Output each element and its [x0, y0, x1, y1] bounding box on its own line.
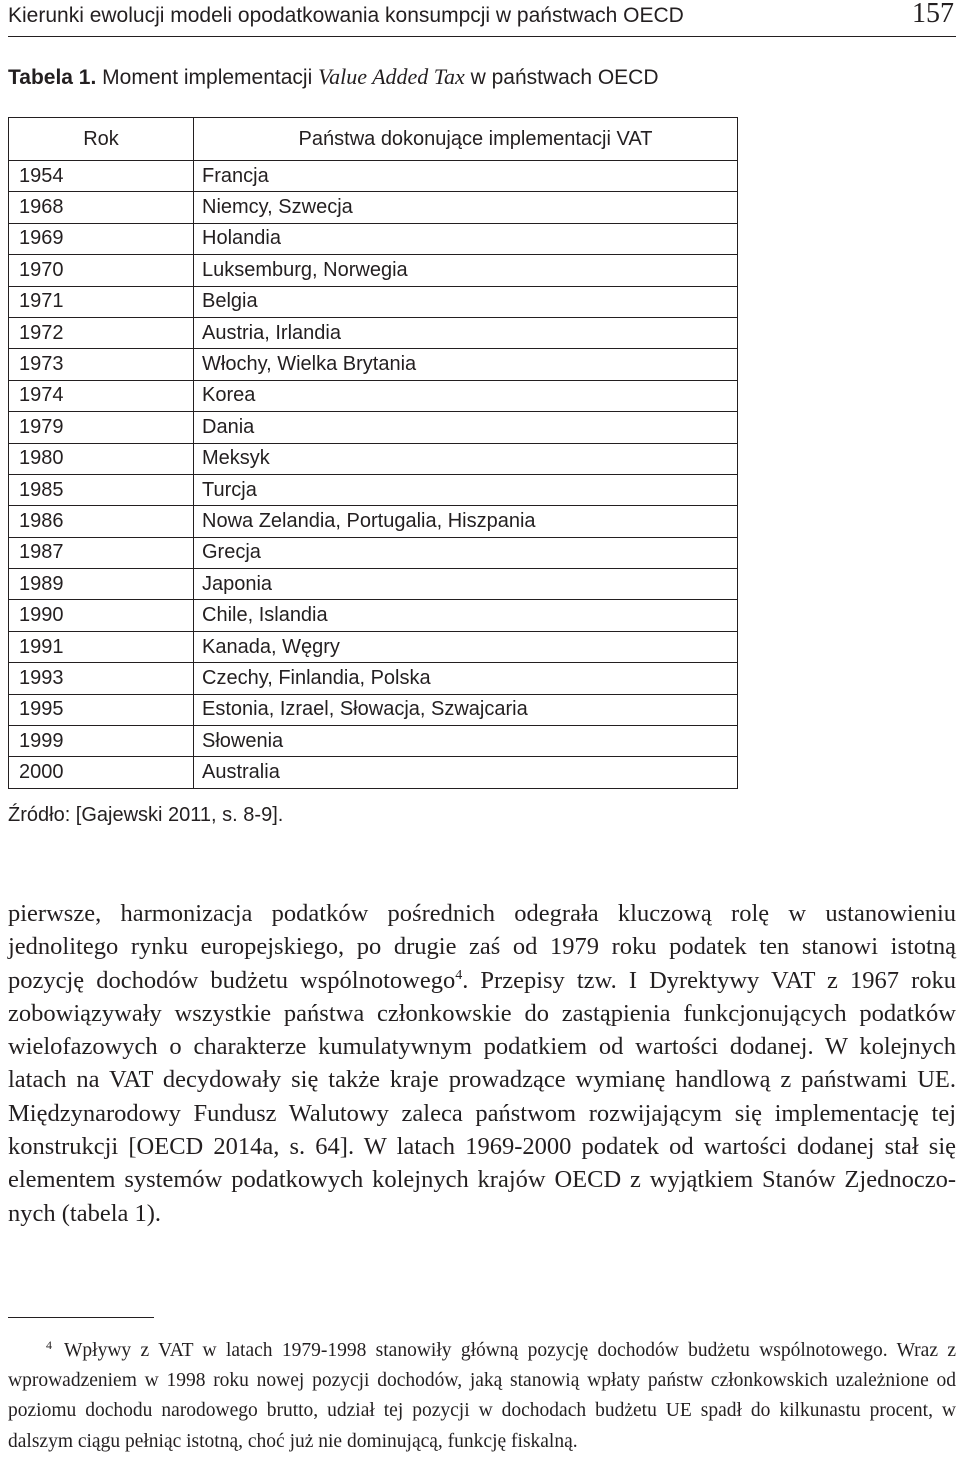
year-cell: 1979: [9, 412, 194, 443]
year-cell: 1969: [9, 223, 194, 254]
table-row: [9, 161, 738, 192]
table-row: [9, 443, 738, 474]
year-cell: 1970: [9, 255, 194, 286]
countries-cell: Dania: [194, 412, 738, 443]
countries-cell: Japonia: [194, 569, 738, 600]
year-cell: 1985: [9, 474, 194, 505]
table-row: [9, 286, 738, 317]
table-row: [9, 380, 738, 411]
year-cell: 1991: [9, 631, 194, 662]
year-cell: 1995: [9, 694, 194, 725]
table-caption: [8, 64, 659, 90]
body-text-part-2: . Przepisy tzw. I Dyrektywy VAT z 1967 roku zobowiązywały wszystkie państwa członkowskie do zastąpienia funkcjonujących podatków wielofazowych o charakterze kumulatywnym podatkiem od wartości dodanej. W kolejnych latach na VAT decydowały się także kraje prowadzące wymianę handlową z państwami UE. Międzynarodowy Fundusz Walutowy zaleca państwom rozwijającym się implementację tej konstrukcji [OECD 2014a, s. 64]. W latach 1969-2000 podatek od wartości dodanej stał się elementem systemów podatkowych kolejnych krajów OECD z wyjątkiem Stanów Zjednoczonych (tabela 1).: [8, 966, 956, 1227]
page-number: 157: [912, 0, 954, 29]
year-cell: 1973: [9, 349, 194, 380]
table-body: [9, 161, 738, 789]
countries-cell: Włochy, Wielka Brytania: [194, 349, 738, 380]
countries-cell: Chile, Islandia: [194, 600, 738, 631]
countries-cell: Austria, Irlandia: [194, 317, 738, 348]
column-header-countries: Państwa dokonujące implementacji VAT: [194, 118, 738, 161]
countries-cell: Kanada, Węgry: [194, 631, 738, 662]
table-row: [9, 474, 738, 505]
table-header-row: [9, 118, 738, 161]
table-row: [9, 223, 738, 254]
table-row: [9, 537, 738, 568]
countries-cell: Niemcy, Szwecja: [194, 192, 738, 223]
countries-cell: Francja: [194, 161, 738, 192]
year-cell: 1987: [9, 537, 194, 568]
table-row: [9, 317, 738, 348]
table-row: [9, 663, 738, 694]
countries-cell: Luksemburg, Norwegia: [194, 255, 738, 286]
running-title: Kierunki ewolucji modeli opodatkowania konsumpcji w państwach OECD: [8, 4, 684, 27]
countries-cell: Grecja: [194, 537, 738, 568]
table-row: [9, 694, 738, 725]
countries-cell: Meksyk: [194, 443, 738, 474]
year-cell: 1989: [9, 569, 194, 600]
year-cell: 1974: [9, 380, 194, 411]
year-cell: 1972: [9, 317, 194, 348]
table-row: [9, 506, 738, 537]
footnote-number: 4: [46, 1337, 52, 1352]
countries-cell: Estonia, Izrael, Słowacja, Szwajcaria: [194, 694, 738, 725]
table-caption-text-before: Moment implementacji: [102, 66, 313, 89]
table-row: [9, 349, 738, 380]
year-cell: 1971: [9, 286, 194, 317]
footnote-text: Wpływy z VAT w latach 1979-1998 stanowiły główną pozycję dochodów budżetu wspólnotowego. Wraz z wprowadzeniem w 1998 roku nowej pozycji dochodów, jaką stanowią wpłaty państw członkowskich uzależnione od poziomu dochodu narodowego brutto, udział tej pozycji w dochodach budżetu UE spadł do kilkunastu procent, w dalszym ciągu pełniąc istotną, choć już nie dominującą, funkcję fiskalną.: [8, 1340, 956, 1452]
table-row: [9, 757, 738, 788]
countries-cell: Holandia: [194, 223, 738, 254]
countries-cell: Nowa Zelandia, Portugalia, Hiszpania: [194, 506, 738, 537]
footnote-reference: 4: [455, 967, 463, 983]
year-cell: 1993: [9, 663, 194, 694]
body-paragraph: [8, 897, 956, 1230]
year-cell: 1980: [9, 443, 194, 474]
table-caption-label: Tabela 1.: [8, 66, 97, 89]
countries-cell: Czechy, Finlandia, Polska: [194, 663, 738, 694]
table-source: Źródło: [Gajewski 2011, s. 8-9].: [8, 804, 284, 826]
countries-cell: Australia: [194, 757, 738, 788]
footnote-divider: [8, 1317, 154, 1318]
countries-cell: Belgia: [194, 286, 738, 317]
table-row: [9, 192, 738, 223]
body-text-part-1: pierwsze, harmonizacja podatków pośrednich odegrała kluczową rolę w ustanowieniu jednolitego rynku europejskiego, po drugie zaś od 1979 roku podatek ten stanowi istotną pozycję dochodów budżetu wspólnotowego: [8, 900, 956, 994]
table-row: [9, 726, 738, 757]
countries-cell: Turcja: [194, 474, 738, 505]
year-cell: 1968: [9, 192, 194, 223]
table-row: [9, 412, 738, 443]
table-row: [9, 631, 738, 662]
vat-implementation-table: [8, 117, 738, 789]
countries-cell: Słowenia: [194, 726, 738, 757]
column-header-year: Rok: [9, 118, 194, 161]
table-row: [9, 600, 738, 631]
table-row: [9, 255, 738, 286]
countries-cell: Korea: [194, 380, 738, 411]
running-header: [8, 0, 956, 37]
table-caption-text-after: w państwach OECD: [470, 66, 659, 89]
footnote: [8, 1336, 956, 1457]
table-row: [9, 569, 738, 600]
year-cell: 1954: [9, 161, 194, 192]
year-cell: 1999: [9, 726, 194, 757]
year-cell: 2000: [9, 757, 194, 788]
year-cell: 1986: [9, 506, 194, 537]
table-caption-italic: Value Added Tax: [318, 64, 465, 89]
year-cell: 1990: [9, 600, 194, 631]
